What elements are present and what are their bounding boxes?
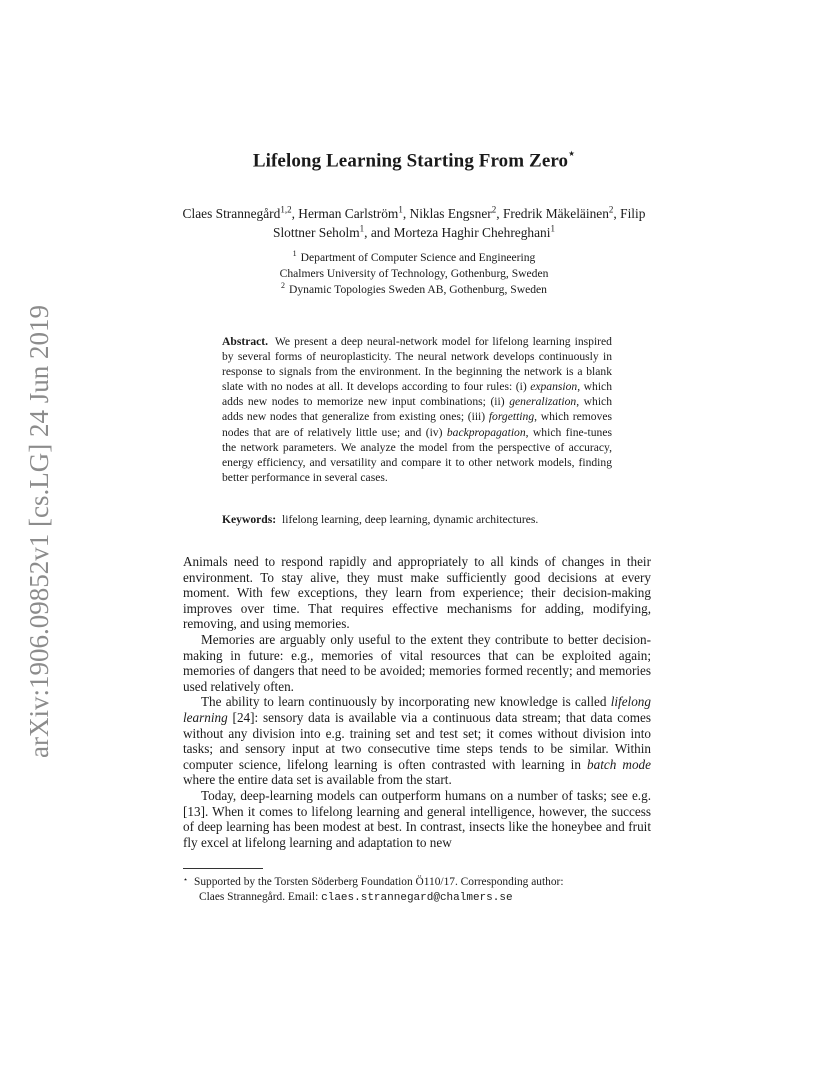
email-link[interactable]: claes.strannegard@chalmers.se [321,892,513,904]
footnote-line: Supported by the Torsten Söderberg Foundation Ö110/17. Corresponding author: [194,876,564,888]
footnote [183,872,651,906]
abstract-term: backpropagation [446,425,526,439]
paragraph: Memories are arguably only useful to the extent they contribute to better decision-making in future: e.g., memories of vital resources that can be exploited again; memories of dangers that need to be avoided; memories formed recently; and memories used relatively often. [183,631,651,694]
paper-title [150,149,678,172]
affiliation-1-line-2: Chalmers University of Technology, Gothenburg, Sweden [279,267,549,280]
author-name: Claes Strannegård [182,206,281,221]
paragraph-text: The ability to learn continuously by incorporating new knowledge is called [201,694,611,710]
abstract [222,334,612,485]
author-affiliation-mark: 1 [398,204,403,215]
abstract-text: , which adds new nodes that generalize from existing ones; (iii) [222,395,612,424]
abstract-term: forgetting [488,410,535,424]
arxiv-stamp-text: arXiv:1906.09852v1 [cs.LG] 24 Jun 2019 [24,305,54,758]
paragraph-text: where the entire data set is available from the start. [183,772,452,788]
author-name: Herman Carlström [298,206,399,221]
affiliation-mark: 2 [281,281,285,291]
footnote-rule [183,868,263,869]
author-list: Claes Strannegård$^{1,2}$, Herman Carlström$^1$, Niklas Engsner$^2$, Fredrik Mäkeläinen$^2$, Filip Slottner Seholm$^1$, and Morteza Haghir Chehreghani$^1$ [182,204,646,240]
affiliation-1 [200,250,628,266]
author-affiliation-mark: 1,2 [280,204,292,215]
affiliation-mark: 1 [292,249,297,259]
author-affiliation-mark: 1 [359,223,365,234]
abstract-text: , which fine-tunes the network parameters. We analyze the model from the perspective of accuracy, energy efficiency, and versatility and compare it to other network models, finding better performance in several cases. [222,425,613,484]
paragraph-text: [24]: sensory data is available via a continuous data stream; that data comes without any division into e.g. training set and test set; it comes without division into tasks; and sensory input at two consecutive time steps tends to be similar. Within computer science, lifelong learning is often contrasted with learning in [183,709,651,772]
abstract-text: , which removes nodes that are of relatively little use; and (iv) [222,410,612,439]
author-affiliation-mark: 2 [491,204,497,215]
author-name: Niklas Engsner [409,206,492,221]
paragraph: Today, deep-learning models can outperform humans on a number of tasks; see e.g. [13]. When it comes to lifelong learning and general intelligence, however, the success of deep learning has been modest at best. In contrast, insects like the honeybee and fruit fly excel at lifelong learning and adaptation to new [183,787,651,850]
footnote-line: Claes Strannegård. Email: [199,891,319,903]
abstract-term: generalization [509,395,577,409]
keywords-label: Keywords: [222,513,277,526]
abstract-text: We present a deep neural-network model for lifelong learning inspired by several forms of neuroplasticity. The neural network develops continuously in response to signals from the environment. In the beginning the network is a blank slate with no nodes at all. It develops according to four rules: (i) [222,335,612,394]
affiliations [200,250,628,298]
title-footnote-mark: ⋆ [568,148,576,160]
paragraph [183,694,651,788]
author-affiliation-mark: 2 [608,204,614,215]
paragraph: Animals need to respond rapidly and appropriately to all kinds of changes in their environment. To stay alive, they must make sufficiently good decisions at every moment. With few exceptions, they learn from experience; their decision-making improves over time. That requires effective mechanisms for adding, modifying, removing, and using memories. [183,554,651,632]
author-name: Fredrik Mäkeläinen [502,206,609,221]
author-affiliation-mark: 1 [550,223,555,234]
arxiv-identifier-stamp [22,290,58,760]
body-text [183,554,651,850]
keywords-text: lifelong learning, deep learning, dynamic architectures. [282,513,539,526]
title-text: Lifelong Learning Starting From Zero [252,150,569,172]
abstract-label: Abstract. [222,335,269,348]
author-name: Filip Slottner Seholm [273,206,646,240]
emphasized-term: batch mode [587,756,651,772]
footnote-mark: ⋆ [183,875,189,884]
author-name: Morteza Haghir Chehreghani [393,225,551,240]
affiliation-2 [200,282,628,298]
affiliation-line: Department of Computer Science and Engineering [300,251,536,264]
abstract-term: expansion [530,380,578,394]
emphasized-term: lifelong learning [183,694,651,725]
abstract-text: , which adds new nodes to memorize new input combinations; (ii) [222,380,612,409]
affiliation-line: Dynamic Topologies Sweden AB, Gothenburg, Sweden [289,283,547,296]
keywords [222,513,612,526]
